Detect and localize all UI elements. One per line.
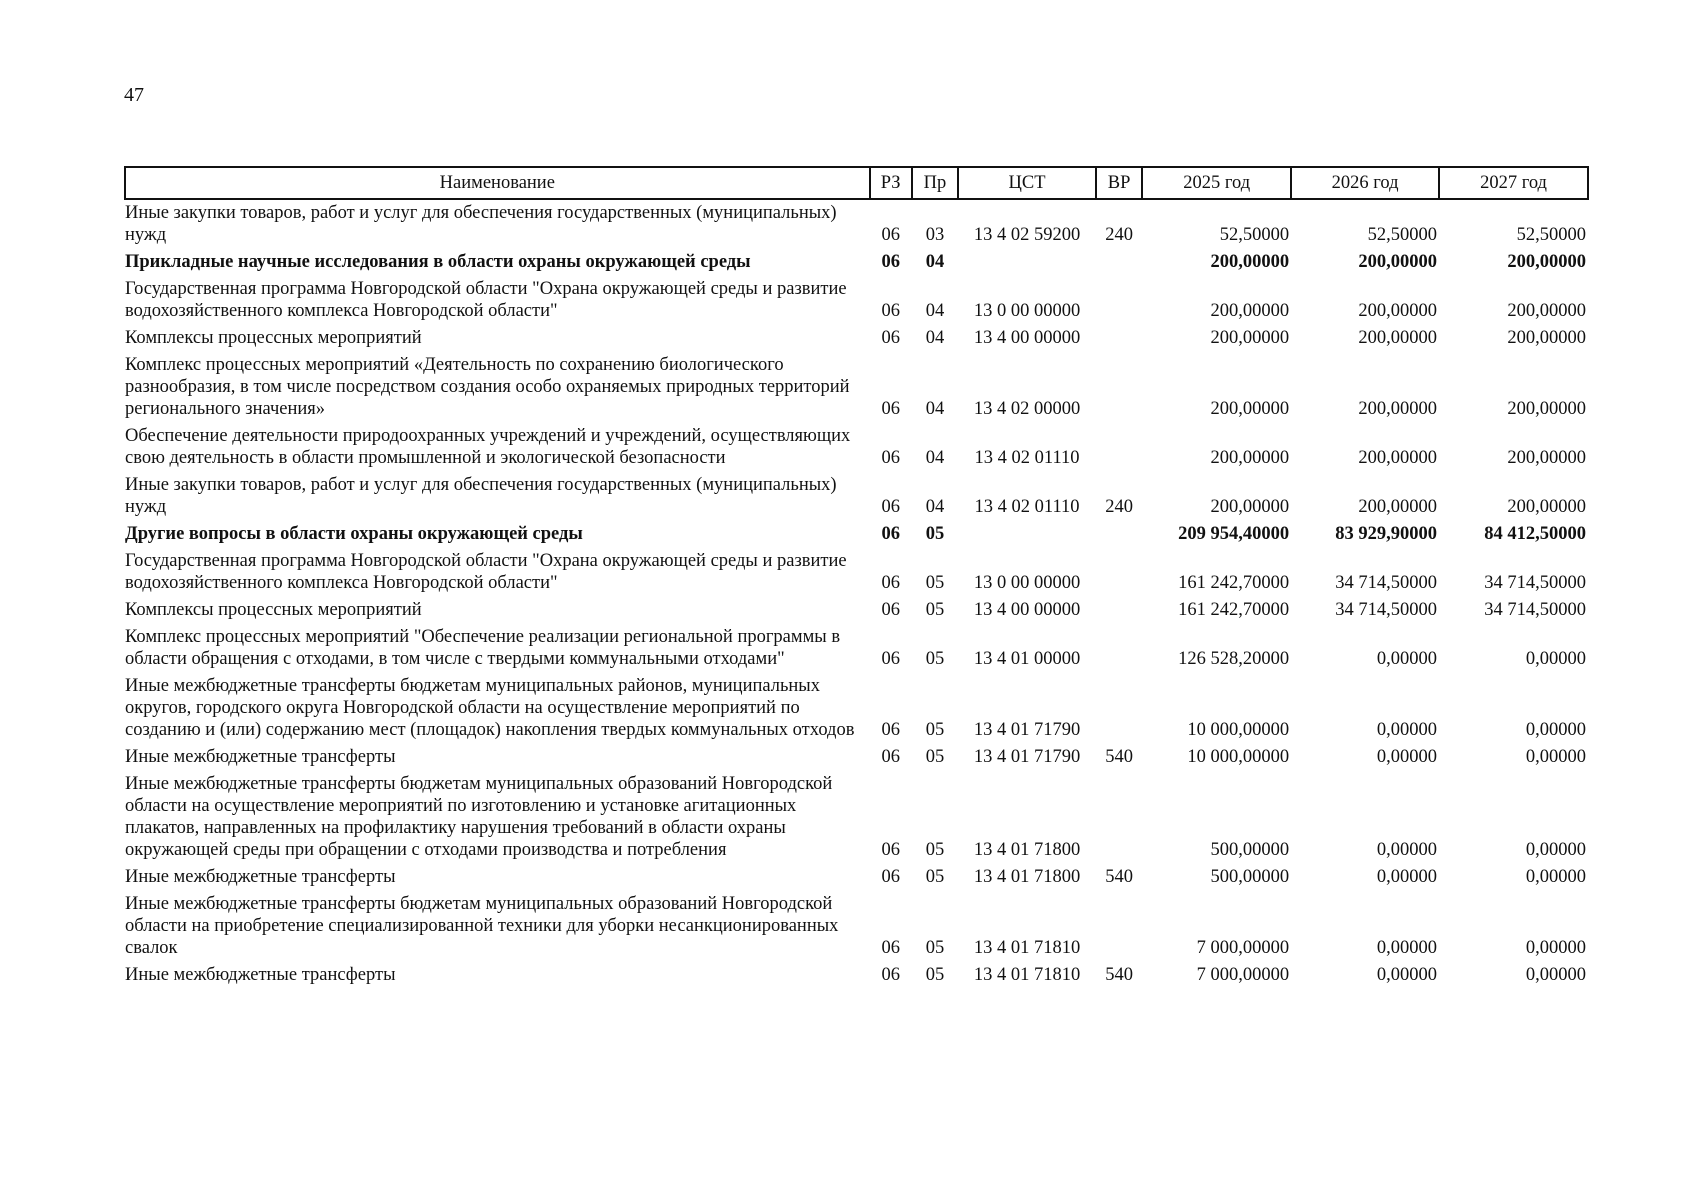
cell-2026: 200,00000 (1358, 328, 1438, 348)
cell-pr: 04 (925, 497, 945, 517)
cell-cst: 13 0 00 00000 (973, 301, 1081, 321)
table-row (125, 962, 1588, 989)
budget-table (124, 166, 1589, 989)
cell-2025: 200,00000 (1210, 328, 1290, 348)
cell-2027: 84 412,50000 (1484, 524, 1586, 544)
cell-2026: 200,00000 (1358, 301, 1438, 321)
header-pr: Пр (912, 167, 958, 199)
cell-rz: 06 (881, 573, 900, 593)
cell-vr: 540 (1105, 747, 1133, 767)
table-header (125, 167, 1588, 199)
cell-name: Другие вопросы в области охраны окружающей среды (125, 524, 583, 544)
cell-pr: 05 (925, 600, 945, 620)
table-body (125, 199, 1588, 989)
cell-pr: 04 (925, 399, 945, 419)
cell-vr (1096, 325, 1142, 352)
table-row (125, 891, 1588, 962)
cell-vr (1096, 521, 1142, 548)
cell-rz: 06 (881, 225, 900, 245)
table-row (125, 199, 1588, 249)
table-row (125, 597, 1588, 624)
cell-rz: 06 (881, 600, 900, 620)
table-row (125, 276, 1588, 325)
cell-rz: 06 (881, 497, 900, 517)
cell-cst: 13 4 01 71800 (973, 840, 1081, 860)
cell-2027: 0,00000 (1525, 867, 1586, 887)
cell-vr (1096, 597, 1142, 624)
cell-pr: 05 (925, 720, 945, 740)
table-row (125, 548, 1588, 597)
cell-name: Иные межбюджетные трансферты (125, 867, 396, 887)
cell-pr: 05 (925, 965, 945, 985)
cell-cst: 13 4 01 71810 (973, 938, 1081, 958)
cell-2027: 200,00000 (1507, 399, 1586, 419)
cell-2025: 10 000,00000 (1187, 720, 1290, 740)
cell-rz: 06 (881, 720, 900, 740)
cell-name: Иные межбюджетные трансферты (125, 747, 396, 767)
cell-rz: 06 (881, 252, 900, 272)
cell-vr (1096, 771, 1142, 864)
table-row (125, 249, 1588, 276)
cell-rz: 06 (881, 524, 900, 544)
cell-2025: 500,00000 (1210, 840, 1290, 860)
cell-2026: 0,00000 (1376, 720, 1438, 740)
cell-cst: 13 4 02 59200 (973, 225, 1081, 245)
cell-rz: 06 (881, 938, 900, 958)
cell-pr: 04 (925, 328, 945, 348)
table-row (125, 521, 1588, 548)
table-row (125, 624, 1588, 673)
cell-rz: 06 (881, 840, 900, 860)
cell-pr: 03 (925, 225, 945, 245)
cell-2025: 200,00000 (1210, 252, 1290, 272)
cell-2025: 500,00000 (1210, 867, 1290, 887)
cell-2027: 200,00000 (1507, 301, 1586, 321)
cell-cst: 13 4 01 71800 (973, 867, 1081, 887)
table-row (125, 864, 1588, 891)
header-2027: 2027 год (1439, 167, 1588, 199)
cell-2025: 161 242,70000 (1178, 600, 1290, 620)
cell-2025: 10 000,00000 (1187, 747, 1290, 767)
cell-pr: 05 (925, 524, 945, 544)
cell-2027: 0,00000 (1525, 747, 1586, 767)
cell-vr (1096, 249, 1142, 276)
cell-name: Иные закупки товаров, работ и услуг для обеспечения государственных (муниципальных) нужд (125, 203, 837, 245)
cell-2026: 0,00000 (1376, 938, 1438, 958)
cell-vr: 540 (1105, 867, 1133, 887)
cell-pr: 05 (925, 649, 945, 669)
cell-name: Комплексы процессных мероприятий (125, 600, 422, 620)
cell-2027: 0,00000 (1525, 720, 1586, 740)
header-name: Наименование (125, 167, 870, 199)
table-row (125, 673, 1588, 744)
header-2025: 2025 год (1142, 167, 1291, 199)
cell-name: Иные межбюджетные трансферты бюджетам муниципальных образований Новгородской области на осуществление мероприятий по изготовлению и установке агитационных плакатов, направленных на профилактику нарушения требований в области охраны окружающей среды при обращении с отходами производства и потребления (125, 774, 833, 860)
cell-2027: 52,50000 (1516, 225, 1586, 245)
cell-2025: 200,00000 (1210, 497, 1290, 517)
header-row (125, 167, 1588, 199)
cell-cst: 13 4 01 71810 (973, 965, 1081, 985)
cell-2027: 200,00000 (1507, 252, 1586, 272)
cell-name: Иные закупки товаров, работ и услуг для обеспечения государственных (муниципальных) нужд (125, 475, 837, 517)
page-number: 47 (124, 84, 144, 106)
cell-cst (958, 521, 1096, 548)
cell-cst: 13 4 01 71790 (973, 747, 1081, 767)
cell-2026: 0,00000 (1376, 747, 1438, 767)
cell-2025: 200,00000 (1210, 399, 1290, 419)
cell-name: Иные межбюджетные трансферты бюджетам муниципальных образований Новгородской области на приобретение специализированной техники для уборки несанкционированных свалок (125, 894, 839, 958)
header-2026: 2026 год (1291, 167, 1439, 199)
table-row (125, 744, 1588, 771)
table-row (125, 423, 1588, 472)
cell-vr (1096, 673, 1142, 744)
cell-vr (1096, 891, 1142, 962)
cell-2025: 200,00000 (1210, 301, 1290, 321)
cell-cst: 13 0 00 00000 (973, 573, 1081, 593)
table-row (125, 325, 1588, 352)
cell-vr (1096, 548, 1142, 597)
cell-name: Иные межбюджетные трансферты (125, 965, 396, 985)
cell-2026: 0,00000 (1376, 840, 1438, 860)
cell-2025: 161 242,70000 (1178, 573, 1290, 593)
cell-name: Обеспечение деятельности природоохранных учреждений и учреждений, осуществляющих свою деятельность в области промышленной и экологической безопасности (125, 426, 851, 468)
cell-2026: 34 714,50000 (1335, 573, 1438, 593)
cell-rz: 06 (881, 399, 900, 419)
cell-vr: 240 (1105, 497, 1133, 517)
cell-cst: 13 4 01 71790 (973, 720, 1081, 740)
cell-cst: 13 4 00 00000 (973, 600, 1081, 620)
cell-2026: 34 714,50000 (1335, 600, 1438, 620)
cell-rz: 06 (881, 867, 900, 887)
cell-cst: 13 4 02 01110 (974, 448, 1080, 468)
cell-name: Комплекс процессных мероприятий «Деятельность по сохранению биологического разнообразия, в том числе посредством создания особо охраняемых природных территорий регионального значения» (125, 355, 850, 419)
cell-2027: 34 714,50000 (1484, 600, 1586, 620)
cell-2027: 0,00000 (1525, 840, 1586, 860)
cell-vr: 240 (1105, 225, 1133, 245)
cell-2027: 34 714,50000 (1484, 573, 1586, 593)
cell-pr: 05 (925, 840, 945, 860)
cell-cst: 13 4 02 01110 (974, 497, 1080, 517)
cell-2026: 200,00000 (1358, 252, 1438, 272)
cell-pr: 04 (925, 252, 945, 272)
cell-rz: 06 (881, 747, 900, 767)
cell-2025: 7 000,00000 (1196, 965, 1290, 985)
cell-vr (1096, 423, 1142, 472)
cell-pr: 05 (925, 747, 945, 767)
cell-cst: 13 4 02 00000 (973, 399, 1081, 419)
cell-2026: 200,00000 (1358, 497, 1438, 517)
table-row (125, 352, 1588, 423)
cell-pr: 05 (925, 867, 945, 887)
cell-2027: 200,00000 (1507, 328, 1586, 348)
cell-pr: 04 (925, 448, 945, 468)
cell-rz: 06 (881, 301, 900, 321)
cell-rz: 06 (881, 448, 900, 468)
cell-2026: 0,00000 (1376, 649, 1438, 669)
cell-pr: 05 (925, 938, 945, 958)
cell-2026: 200,00000 (1358, 399, 1438, 419)
header-rz: РЗ (870, 167, 912, 199)
header-cst: ЦСТ (958, 167, 1096, 199)
cell-name: Прикладные научные исследования в области охраны окружающей среды (125, 252, 751, 272)
cell-name: Иные межбюджетные трансферты бюджетам муниципальных районов, муниципальных округов, городского округа Новгородской области на осуществление мероприятий по созданию и (или) содержанию мест (площадок) накопления твердых коммунальных отходов (125, 676, 855, 740)
cell-2026: 0,00000 (1376, 867, 1438, 887)
table-row (125, 771, 1588, 864)
cell-pr: 04 (925, 301, 945, 321)
cell-cst (958, 249, 1096, 276)
cell-2026: 83 929,90000 (1335, 524, 1438, 544)
cell-rz: 06 (881, 328, 900, 348)
table-row (125, 472, 1588, 521)
cell-2027: 0,00000 (1525, 938, 1586, 958)
cell-rz: 06 (881, 965, 900, 985)
cell-2026: 0,00000 (1376, 965, 1438, 985)
cell-2025: 7 000,00000 (1196, 938, 1290, 958)
cell-vr (1096, 352, 1142, 423)
cell-cst: 13 4 00 00000 (973, 328, 1081, 348)
cell-2025: 209 954,40000 (1178, 524, 1290, 544)
cell-2025: 126 528,20000 (1178, 649, 1290, 669)
cell-name: Комплексы процессных мероприятий (125, 328, 422, 348)
cell-name: Государственная программа Новгородской области "Охрана окружающей среды и развитие водохозяйственного комплекса Новгородской области" (125, 551, 847, 593)
cell-2026: 200,00000 (1358, 448, 1438, 468)
header-vr: ВР (1096, 167, 1142, 199)
cell-vr: 540 (1105, 965, 1133, 985)
cell-2027: 0,00000 (1525, 965, 1586, 985)
cell-vr (1096, 276, 1142, 325)
cell-2027: 200,00000 (1507, 448, 1586, 468)
cell-2027: 0,00000 (1525, 649, 1586, 669)
cell-2025: 52,50000 (1219, 225, 1290, 245)
cell-pr: 05 (925, 573, 945, 593)
cell-vr (1096, 624, 1142, 673)
cell-2027: 200,00000 (1507, 497, 1586, 517)
cell-cst: 13 4 01 00000 (973, 649, 1081, 669)
cell-2026: 52,50000 (1367, 225, 1438, 245)
cell-name: Комплекс процессных мероприятий "Обеспечение реализации региональной программы в области обращения с отходами, в том числе с твердыми коммунальными отходами" (125, 627, 841, 669)
cell-rz: 06 (881, 649, 900, 669)
cell-name: Государственная программа Новгородской области "Охрана окружающей среды и развитие водохозяйственного комплекса Новгородской области" (125, 279, 847, 321)
cell-2025: 200,00000 (1210, 448, 1290, 468)
